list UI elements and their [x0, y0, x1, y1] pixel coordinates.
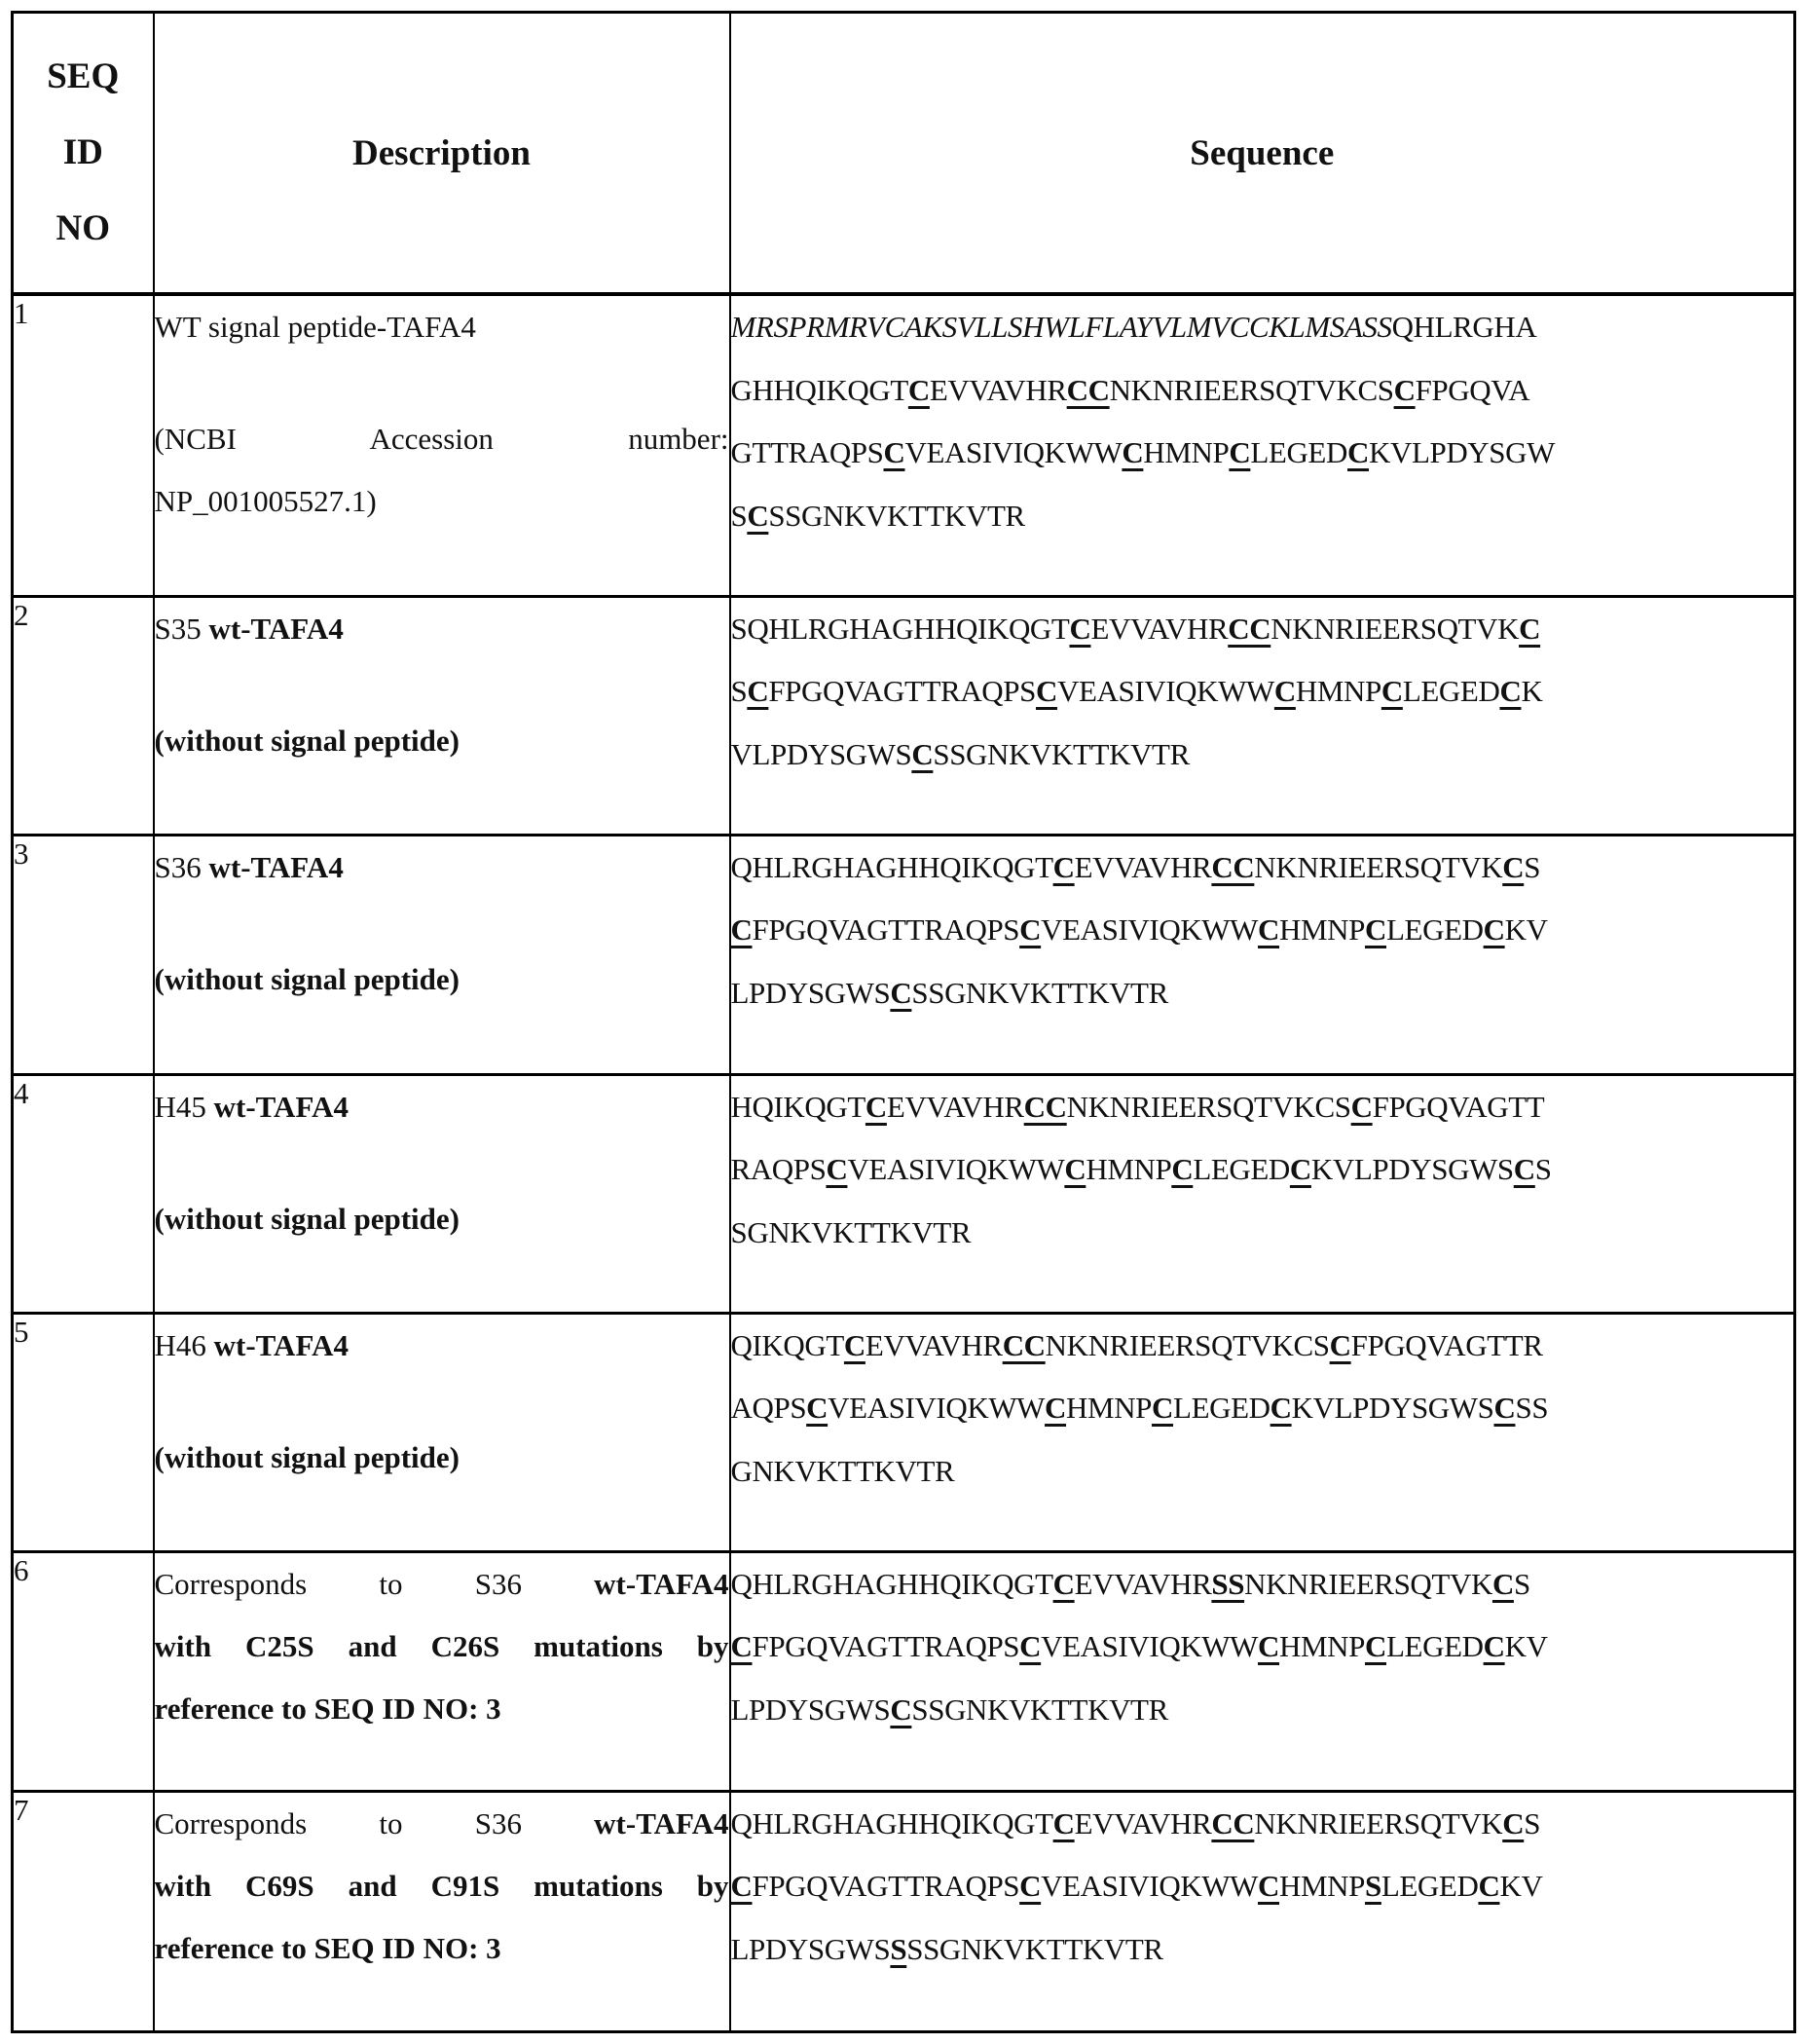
sequence-residues: QHLRGHAGHHQIKQGT [730, 849, 1053, 884]
description-line [155, 1553, 729, 1616]
sequence-line [731, 1918, 1794, 1982]
sequence-line [731, 899, 1794, 962]
sequence-line [731, 485, 1794, 548]
description-cell [154, 294, 730, 596]
description-cell [154, 596, 730, 835]
sequence-residues: VEASIVIQKWW [904, 435, 1123, 469]
highlighted-residue: SS [1211, 1566, 1245, 1601]
description-line [155, 1616, 729, 1678]
sequence-line [731, 1377, 1794, 1440]
header-sequence: Sequence [730, 13, 1795, 295]
sequence-line [731, 1315, 1794, 1378]
sequence-residues: KV [1504, 912, 1548, 947]
highlighted-residue: C [747, 674, 769, 708]
highlighted-residue: C [1019, 1629, 1042, 1663]
seq-id-cell: 6 [13, 1551, 154, 1791]
highlighted-residue: C [1483, 912, 1505, 947]
header-seq-id-no-line: SEQ [47, 56, 120, 96]
sequence-residues: S [730, 498, 748, 533]
sequence-residues: S [1513, 1566, 1530, 1601]
sequence-residues: SSGNKVKTTKVTR [911, 975, 1168, 1010]
sequence-cell [730, 596, 1795, 835]
seq-id-cell: 5 [13, 1313, 154, 1551]
sequence-residues: LEGED [1193, 1152, 1290, 1186]
description-bold-text: wt-TAFA4 [208, 611, 344, 646]
highlighted-residue: C [826, 1152, 848, 1186]
sequence-residues: NKNRIEERSQTVK [1254, 849, 1503, 884]
sequence-line [731, 422, 1794, 485]
description-bold-text: with C25S and C26S mutations by [154, 1628, 729, 1663]
highlighted-residue: C [907, 372, 930, 407]
sequence-residues: KV [1504, 1629, 1548, 1663]
highlighted-residue: C [730, 912, 753, 947]
description-text: (NCBI Accession number: [154, 422, 729, 456]
sequence-cell [730, 1551, 1795, 1791]
sequence-residues: LEGED [1381, 1869, 1479, 1903]
sequence-residues: SSGNKVKTTKVTR [906, 1931, 1163, 1966]
sequence-line [731, 598, 1794, 661]
highlighted-residue: C [1502, 849, 1525, 884]
highlighted-residue: C [1381, 674, 1403, 708]
sequence-residues: QHLRGHAGHHQIKQGT [730, 1805, 1053, 1840]
header-seq-id-no [13, 13, 154, 295]
sequence-residues: LEGED [1386, 912, 1484, 947]
highlighted-residue: C [1019, 1869, 1042, 1903]
sequence-residues: NKNRIEERSQTVK [1270, 611, 1520, 646]
highlighted-residue: C [1499, 674, 1522, 708]
description-line [155, 1917, 729, 1980]
sequence-residues: NKNRIEERSQTVKCS [1109, 372, 1394, 407]
highlighted-residue: C [1513, 1152, 1535, 1186]
description-line [155, 836, 729, 899]
description-line [155, 710, 729, 772]
description-bold-text: reference to SEQ ID NO: 3 [154, 1691, 501, 1726]
description-line [155, 1793, 729, 1855]
line-gap [155, 1138, 729, 1188]
seq-id-cell: 1 [13, 294, 154, 596]
sequence-residues: FPGQVAGTTRAQPS [752, 912, 1020, 947]
sequence-residues: HMNP [1279, 912, 1366, 947]
description-line [155, 470, 729, 533]
signal-peptide-residues: MRSPRMRVCAKSVLLSHWLFLAYVLMVCCKLMSASS [730, 310, 1392, 344]
sequence-line [731, 1076, 1794, 1139]
highlighted-residue: C [747, 498, 769, 533]
table-row [13, 1551, 1795, 1791]
sequence-residues: HQIKQGT [730, 1089, 865, 1124]
seq-id-cell: 2 [13, 596, 154, 835]
sequence-residues: HMNP [1143, 435, 1230, 469]
description-text: Corresponds to S36 [154, 1805, 595, 1840]
sequence-residues: SSGNKVKTTKVTR [933, 736, 1190, 771]
sequence-residues: HMNP [1279, 1629, 1366, 1663]
description-line [155, 948, 729, 1011]
sequence-residues: SQHLRGHAGHHQIKQGT [730, 611, 1070, 646]
highlighted-residue: C [1350, 1089, 1373, 1124]
seq-id-cell: 7 [13, 1791, 154, 2031]
highlighted-residue: C [1019, 912, 1042, 947]
table-row [13, 1074, 1795, 1313]
table-row [13, 1313, 1795, 1551]
sequence-cell [730, 294, 1795, 596]
highlighted-residue: S [890, 1931, 907, 1966]
sequence-cell [730, 835, 1795, 1074]
sequence-residues: EVVAVHR [1074, 1566, 1212, 1601]
description-bold-text: with C69S and C91S mutations by [154, 1868, 729, 1903]
sequence-residues: VEASIVIQKWW [828, 1391, 1046, 1425]
description-cell [154, 1074, 730, 1313]
sequence-residues: NKNRIEERSQTVKCS [1066, 1089, 1351, 1124]
sequence-residues: VEASIVIQKWW [847, 1152, 1065, 1186]
description-bold-text: reference to SEQ ID NO: 3 [154, 1930, 501, 1965]
seq-id-cell: 3 [13, 835, 154, 1074]
description-line [155, 296, 729, 358]
description-bold-text: wt-TAFA4 [213, 1327, 349, 1362]
sequence-residues: HMNP [1066, 1391, 1153, 1425]
table-row [13, 294, 1795, 596]
sequence-line [731, 359, 1794, 423]
description-line [155, 598, 729, 660]
table-row [13, 835, 1795, 1074]
sequence-residues: FPGQVAGTTRAQPS [752, 1629, 1020, 1663]
sequence-line [731, 1202, 1794, 1265]
table-row [13, 596, 1795, 835]
description-text: S35 [154, 611, 209, 646]
sequence-residues: KV [1499, 1869, 1543, 1903]
highlighted-residue: C [1519, 611, 1541, 646]
sequence-residues: LEGED [1173, 1391, 1270, 1425]
highlighted-residue: C [1069, 611, 1091, 646]
sequence-residues: HMNP [1295, 674, 1381, 708]
seq-id-cell: 4 [13, 1074, 154, 1313]
description-bold-text: (without signal peptide) [154, 1439, 460, 1474]
description-text: Corresponds to S36 [154, 1566, 595, 1601]
sequence-residues: FPGQVAGTTRAQPS [752, 1869, 1020, 1903]
table-header-row [13, 13, 1795, 295]
sequence-residues: K [1521, 674, 1543, 708]
highlighted-residue: C [1258, 912, 1280, 947]
highlighted-residue: C [1258, 1629, 1280, 1663]
sequence-residues: HMNP [1279, 1869, 1366, 1903]
description-bold-text: wt-TAFA4 [594, 1805, 729, 1840]
description-text: WT signal peptide-TAFA4 [154, 310, 476, 344]
sequence-residues: QHLRGHAGHHQIKQGT [730, 1566, 1053, 1601]
highlighted-residue: C [1365, 1629, 1387, 1663]
sequence-line [731, 1793, 1794, 1856]
highlighted-residue: C [1393, 372, 1416, 407]
sequence-residues: NKNRIEERSQTVK [1244, 1566, 1492, 1601]
highlighted-residue: C [911, 736, 934, 771]
highlighted-residue: C [1365, 912, 1387, 947]
highlighted-residue: C [883, 435, 905, 469]
highlighted-residue: C [865, 1089, 887, 1124]
sequence-residues: VLPDYSGWS [730, 736, 912, 771]
sequence-residues: EVVAVHR [1090, 611, 1229, 646]
sequence-line [731, 660, 1794, 724]
highlighted-residue: CC [1023, 1089, 1067, 1124]
highlighted-residue: C [1346, 435, 1369, 469]
sequence-residues: FPGQVA [1415, 372, 1530, 407]
sequence-residues: FPGQVAGTT [1372, 1089, 1545, 1124]
highlighted-residue: C [1329, 1327, 1351, 1362]
highlighted-residue: S [1365, 1869, 1381, 1903]
description-bold-text: (without signal peptide) [154, 1201, 460, 1236]
description-line [155, 408, 729, 470]
description-text: H45 [154, 1089, 214, 1124]
description-cell [154, 1791, 730, 2031]
header-seq-id-no-line: NO [55, 208, 110, 248]
sequence-line [731, 1616, 1794, 1679]
highlighted-residue: C [1273, 674, 1296, 708]
highlighted-residue: C [1052, 1566, 1075, 1601]
table-row [13, 1791, 1795, 2031]
sequence-line [731, 1138, 1794, 1202]
highlighted-residue: C [1478, 1869, 1500, 1903]
sequence-line [731, 1553, 1794, 1617]
description-cell [154, 835, 730, 1074]
sequence-line [731, 1440, 1794, 1504]
highlighted-residue: C [1502, 1805, 1525, 1840]
description-line [155, 1427, 729, 1489]
sequence-residues: LEGED [1250, 435, 1347, 469]
sequence-table [11, 11, 1796, 2033]
sequence-residues: SGNKVKTTKVTR [730, 1214, 972, 1249]
sequence-residues: NKNRIEERSQTVKCS [1045, 1327, 1330, 1362]
highlighted-residue: C [1270, 1391, 1292, 1425]
sequence-residues: QIKQGT [730, 1327, 844, 1362]
highlighted-residue: C [890, 975, 912, 1010]
sequence-residues: FPGQVAGTTRAQPS [768, 674, 1036, 708]
sequence-line [731, 1679, 1794, 1742]
highlighted-residue: C [1258, 1869, 1280, 1903]
highlighted-residue: C [890, 1691, 912, 1727]
highlighted-residue: C [1035, 674, 1057, 708]
description-bold-text: (without signal peptide) [154, 723, 460, 758]
highlighted-residue: C [843, 1327, 865, 1362]
highlighted-residue: C [1289, 1152, 1311, 1186]
description-line [155, 1678, 729, 1740]
description-text: H46 [154, 1327, 214, 1362]
sequence-residues: LPDYSGWS [730, 1691, 891, 1727]
sequence-residues: RAQPS [730, 1152, 827, 1186]
sequence-residues: VEASIVIQKWW [1056, 674, 1274, 708]
sequence-residues: S [1534, 1152, 1552, 1186]
description-text: NP_001005527.1) [154, 484, 377, 518]
highlighted-residue: C [1064, 1152, 1086, 1186]
highlighted-residue: C [1493, 1391, 1516, 1425]
sequence-residues: S [1524, 1805, 1541, 1840]
description-cell [154, 1551, 730, 1791]
highlighted-residue: C [1229, 435, 1251, 469]
sequence-residues: KVLPDYSGWS [1291, 1391, 1494, 1425]
line-gap [155, 899, 729, 948]
sequence-residues: VEASIVIQKWW [1041, 1869, 1259, 1903]
description-line [155, 1076, 729, 1138]
sequence-residues: HMNP [1086, 1152, 1172, 1186]
highlighted-residue: CC [1066, 372, 1110, 407]
highlighted-residue: C [1052, 849, 1075, 884]
highlighted-residue: CC [1211, 849, 1255, 884]
sequence-residues: VEASIVIQKWW [1041, 1629, 1259, 1663]
line-gap [155, 358, 729, 408]
highlighted-residue: C [1122, 435, 1144, 469]
sequence-residues: GHHQIKQGT [730, 372, 908, 407]
sequence-residues: AQPS [730, 1391, 807, 1425]
sequence-cell [730, 1313, 1795, 1551]
sequence-line [731, 962, 1794, 1025]
sequence-residues: KVLPDYSGWS [1310, 1152, 1514, 1186]
line-gap [155, 1377, 729, 1427]
highlighted-residue: C [1171, 1152, 1194, 1186]
sequence-residues: GTTRAQPS [730, 435, 884, 469]
description-line [155, 1855, 729, 1917]
description-bold-text: wt-TAFA4 [213, 1089, 349, 1124]
sequence-cell [730, 1074, 1795, 1313]
highlighted-residue: C [1045, 1391, 1067, 1425]
sequence-residues: S [730, 674, 748, 708]
sequence-residues: S [1524, 849, 1541, 884]
sequence-residues: KVLPDYSGW [1368, 435, 1555, 469]
sequence-line [731, 836, 1794, 900]
sequence-residues: SS [1515, 1391, 1549, 1425]
sequence-residues: LEGED [1386, 1629, 1484, 1663]
highlighted-residue: C [806, 1391, 828, 1425]
sequence-residues: QHLRGHA [1391, 310, 1537, 344]
highlighted-residue: C [730, 1869, 753, 1903]
sequence-line [731, 296, 1794, 359]
sequence-line [731, 724, 1794, 787]
sequence-residues: EVVAVHR [865, 1327, 1003, 1362]
sequence-line [731, 1855, 1794, 1918]
description-text: S36 [154, 849, 209, 884]
highlighted-residue: CC [1228, 611, 1271, 646]
description-line [155, 1315, 729, 1377]
sequence-residues: VEASIVIQKWW [1041, 912, 1259, 947]
sequence-residues: FPGQVAGTTR [1350, 1327, 1543, 1362]
sequence-residues: LEGED [1402, 674, 1500, 708]
sequence-residues: EVVAVHR [929, 372, 1067, 407]
description-bold-text: wt-TAFA4 [594, 1566, 729, 1601]
sequence-residues: EVVAVHR [886, 1089, 1024, 1124]
sequence-residues: SSGNKVKTTKVTR [768, 498, 1025, 533]
highlighted-residue: C [1052, 1805, 1075, 1840]
sequence-residues: LPDYSGWS [730, 1931, 891, 1966]
description-cell [154, 1313, 730, 1551]
sequence-residues: EVVAVHR [1074, 1805, 1212, 1840]
highlighted-residue: C [1491, 1566, 1514, 1601]
header-description: Description [154, 13, 730, 295]
highlighted-residue: CC [1211, 1805, 1255, 1840]
description-bold-text: (without signal peptide) [154, 961, 460, 996]
description-bold-text: wt-TAFA4 [208, 849, 344, 884]
sequence-residues: EVVAVHR [1074, 849, 1212, 884]
table-body [13, 294, 1795, 2031]
line-gap [155, 660, 729, 710]
header-seq-id-no-line: ID [62, 132, 103, 172]
description-line [155, 1188, 729, 1250]
highlighted-residue: CC [1002, 1327, 1046, 1362]
highlighted-residue: C [730, 1629, 753, 1663]
highlighted-residue: C [1152, 1391, 1174, 1425]
highlighted-residue: C [1483, 1629, 1505, 1663]
sequence-residues: SSGNKVKTTKVTR [911, 1691, 1168, 1727]
sequence-residues: LPDYSGWS [730, 975, 891, 1010]
sequence-cell [730, 1791, 1795, 2031]
sequence-residues: GNKVKTTKVTR [730, 1453, 955, 1488]
sequence-residues: NKNRIEERSQTVK [1254, 1805, 1503, 1840]
